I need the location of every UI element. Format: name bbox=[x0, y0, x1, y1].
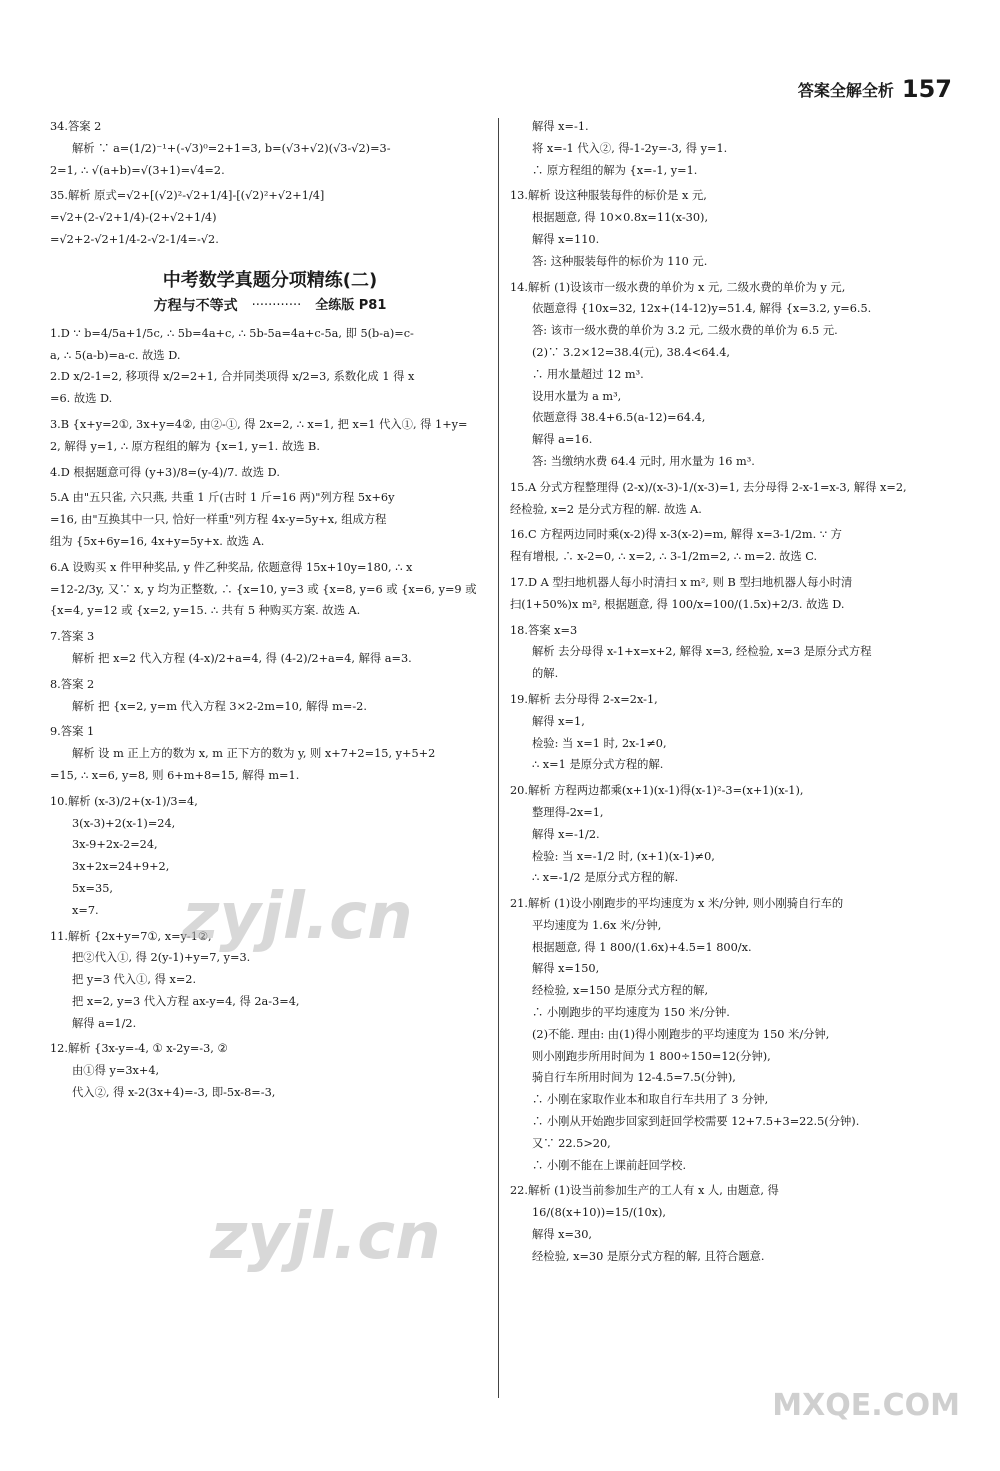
answer-line: 5x=35, bbox=[72, 881, 113, 895]
answer-line: ∴ x=1 是原分式方程的解. bbox=[532, 758, 664, 772]
answer-line: 解析 把 x=2 代入方程 (4-x)/2+a=4, 得 (4-2)/2+a=4, 解得 a=3. bbox=[72, 651, 412, 665]
answer-line: 3.B {x+y=2①, 3x+y=4②, 由②-①, 得 2x=2, ∴ x=1, 把 x=1 代入①, 得 1+y= bbox=[50, 417, 468, 431]
answer-line: 20.解析 方程两边都乘(x+1)(x-1)得(x-1)²-3=(x+1)(x-1), bbox=[510, 784, 804, 798]
answer-line: 检验: 当 x=1 时, 2x-1≠0, bbox=[532, 736, 667, 750]
answer-line: 解析 把 {x=2, y=m 代入方程 3×2-2m=10, 解得 m=-2. bbox=[72, 699, 367, 713]
answer-line: 10.解析 (x-3)/2+(x-1)/3=4, bbox=[50, 794, 198, 808]
answer-line: 解得 x=110. bbox=[532, 232, 600, 246]
answer-line: 答: 当缴纳水费 64.4 元时, 用水量为 16 m³. bbox=[532, 454, 755, 468]
answer-line: 35.解析 原式=√2+[(√2)²-√2+1/4]-[(√2)²+√2+1/4] bbox=[50, 189, 325, 203]
answer-line: 根据题意, 得 10×0.8x=11(x-30), bbox=[532, 211, 709, 225]
answer-line: 3(x-3)+2(x-1)=24, bbox=[72, 816, 176, 830]
answer-line: ∴ 小刚在家取作业本和取自行车共用了 3 分钟, bbox=[532, 1093, 769, 1107]
answer-line: ∴ 小刚从开始跑步回家到赶回学校需要 12+7.5+3=22.5(分钟). bbox=[532, 1115, 860, 1129]
answer-line: 把 x=2, y=3 代入方程 ax-y=4, 得 2a-3=4, bbox=[72, 994, 300, 1008]
answer-line: =12-2/3y, 又∵ x, y 均为正整数, ∴ {x=10, y=3 或 {x=8, y=6 或 {x=6, y=9 或 bbox=[50, 582, 477, 596]
answer-line: 14.解析 (1)设该市一级水费的单价为 x 元, 二级水费的单价为 y 元, bbox=[510, 280, 846, 294]
answer-line: 经检验, x=30 是原分式方程的解, 且符合题意. bbox=[532, 1249, 765, 1263]
answer-line: ∴ 小刚跑步的平均速度为 150 米/分钟. bbox=[532, 1006, 730, 1020]
answer-line: =15, ∴ x=6, y=8, 则 6+m+8=15, 解得 m=1. bbox=[50, 768, 300, 782]
answer-line: 21.解析 (1)设小刚跑步的平均速度为 x 米/分钟, 则小刚骑自行车的 bbox=[510, 897, 844, 911]
answer-line: 8.答案 2 bbox=[50, 677, 95, 691]
answer-line: 解得 x=30, bbox=[532, 1228, 592, 1242]
right-column bbox=[510, 116, 952, 1268]
answer-line: 根据题意, 得 1 800/(1.6x)+4.5=1 800/x. bbox=[532, 940, 752, 954]
section-reference: 全练版 P81 bbox=[315, 297, 387, 313]
answer-line: 检验: 当 x=-1/2 时, (x+1)(x-1)≠0, bbox=[532, 849, 715, 863]
section-subtitle: 方程与不等式 bbox=[153, 297, 238, 314]
answer-line: 程有增根, ∴ x-2=0, ∴ x=2, ∴ 3-1/2m=2, ∴ m=2. 故选 C. bbox=[510, 550, 818, 564]
answer-line: 解析 去分母得 x-1+x=x+2, 解得 x=3, 经检验, x=3 是原分式方程 bbox=[532, 645, 872, 659]
answer-line: 的解. bbox=[532, 667, 559, 681]
header-title: 答案全解全析 bbox=[797, 80, 894, 100]
answer-line: 2=1, ∴ √(a+b)=√(3+1)=√4=2. bbox=[50, 163, 225, 177]
answer-line: 13.解析 设这种服装每件的标价是 x 元, bbox=[510, 189, 707, 203]
answer-line: 经检验, x=150 是原分式方程的解, bbox=[532, 984, 709, 998]
column-divider bbox=[498, 118, 499, 1398]
answer-line: 12.解析 {3x-y=-4, ① x-2y=-3, ② bbox=[50, 1042, 228, 1056]
answer-line: 解析 设 m 正上方的数为 x, m 正下方的数为 y, 则 x+7+2=15, y+5+2 bbox=[72, 747, 436, 761]
answer-line: (2)∵ 3.2×12=38.4(元), 38.4<64.4, bbox=[532, 345, 730, 359]
left-answers-top bbox=[50, 116, 490, 251]
answer-line: 4.D 根据题意可得 (y+3)/8=(y-4)/7. 故选 D. bbox=[50, 465, 280, 479]
answer-line: 17.D A 型扫地机器人每小时清扫 x m², 则 B 型扫地机器人每小时清 bbox=[510, 575, 853, 589]
answer-line: 则小刚跑步所用时间为 1 800÷150=12(分钟), bbox=[532, 1049, 771, 1063]
answer-line: ∴ 用水量超过 12 m³. bbox=[532, 367, 644, 381]
answer-line: 19.解析 去分母得 2-x=2x-1, bbox=[510, 692, 658, 706]
answer-line: ∴ 小刚不能在上课前赶回学校. bbox=[532, 1158, 687, 1172]
answer-line: 组为 {5x+6y=16, 4x+y=5y+x. 故选 A. bbox=[50, 534, 265, 548]
answer-line: 解得 x=150, bbox=[532, 962, 600, 976]
answer-line: {x=4, y=12 或 {x=2, y=15. ∴ 共有 5 种购买方案. 故选 A. bbox=[50, 604, 361, 618]
answer-line: =√2+(2-√2+1/4)-(2+√2+1/4) bbox=[50, 211, 217, 225]
answer-line: 解得 x=-1. bbox=[532, 120, 589, 133]
answer-line: ∴ x=-1/2 是原分式方程的解. bbox=[532, 871, 679, 885]
answer-line: 解析 ∵ a=(1/2)⁻¹+(-√3)⁰=2+1=3, b=(√3+√2)(√3-√2)=3- bbox=[72, 141, 391, 155]
left-column bbox=[50, 116, 490, 1104]
right-answers bbox=[510, 116, 952, 1268]
answer-line: 设用水量为 a m³, bbox=[532, 389, 622, 403]
section-title: 中考数学真题分项精练(二) bbox=[162, 269, 378, 291]
answer-line: x=7. bbox=[72, 903, 99, 917]
section-dots: ············ bbox=[251, 297, 302, 313]
answer-line: 9.答案 1 bbox=[50, 725, 95, 739]
watermark-logo: MXQE.COM bbox=[772, 1388, 960, 1423]
answer-line: 将 x=-1 代入②, 得-1-2y=-3, 得 y=1. bbox=[532, 141, 728, 155]
answer-line: 34.答案 2 bbox=[50, 120, 102, 133]
answer-line: 1.D ∵ b=4/5a+1/5c, ∴ 5b=4a+c, ∴ 5b-5a=4a+c-5a, 即 5(b-a)=c- bbox=[50, 326, 414, 340]
answer-line: 经检验, x=2 是分式方程的解. 故选 A. bbox=[510, 502, 702, 516]
answer-line: 16.C 方程两边同时乘(x-2)得 x-3(x-2)=m, 解得 x=3-1/2m. ∵ 方 bbox=[510, 528, 842, 542]
page-number: 157 bbox=[901, 75, 952, 103]
answer-line: 答: 该市一级水费的单价为 3.2 元, 二级水费的单价为 6.5 元. bbox=[532, 324, 838, 338]
answer-line: 7.答案 3 bbox=[50, 630, 95, 644]
watermark-text: zyjl.cn bbox=[210, 1200, 441, 1274]
answer-line: 18.答案 x=3 bbox=[510, 623, 578, 637]
answer-line: (2)不能. 理由: 由(1)得小刚跑步的平均速度为 150 米/分钟, bbox=[532, 1027, 830, 1041]
answer-line: 3x-9+2x-2=24, bbox=[72, 838, 158, 852]
answer-line: 平均速度为 1.6x 米/分钟, bbox=[532, 918, 662, 932]
answer-line: a, ∴ 5(a-b)=a-c. 故选 D. bbox=[50, 348, 181, 362]
watermark-text: zyjl.cn bbox=[182, 880, 413, 954]
answer-line: 3x+2x=24+9+2, bbox=[72, 860, 170, 874]
answer-line: =6. 故选 D. bbox=[50, 392, 113, 406]
answer-line: 15.A 分式方程整理得 (2-x)/(x-3)-1/(x-3)=1, 去分母得 2-x-1=x-3, 解得 x=2, bbox=[510, 480, 907, 494]
answer-line: 把②代入①, 得 2(y-1)+y=7, y=3. bbox=[72, 951, 251, 965]
answer-line: 解得 a=16. bbox=[532, 433, 593, 447]
answer-line: 又∵ 22.5>20, bbox=[532, 1136, 611, 1150]
answer-line: =√2+2-√2+1/4-2-√2-1/4=-√2. bbox=[50, 232, 219, 246]
answer-line: 22.解析 (1)设当前参加生产的工人有 x 人, 由题意, 得 bbox=[510, 1184, 779, 1198]
answer-line: 依题意得 {10x=32, 12x+(14-12)y=51.4, 解得 {x=3.2, y=6.5. bbox=[532, 302, 872, 316]
answer-line: 骑自行车所用时间为 12-4.5=7.5(分钟), bbox=[532, 1071, 736, 1085]
page-header bbox=[798, 72, 952, 106]
answer-line: 依题意得 38.4+6.5(a-12)=64.4, bbox=[532, 411, 706, 425]
answer-line: 由①得 y=3x+4, bbox=[72, 1064, 160, 1078]
left-answers-bottom bbox=[50, 323, 490, 1104]
answer-line: 把 y=3 代入①, 得 x=2. bbox=[72, 973, 197, 987]
answer-line: 16/(8(x+10))=15/(10x), bbox=[532, 1206, 667, 1220]
answer-line: 5.A 由"五只雀, 六只燕, 共重 1 斤(古时 1 斤=16 两)"列方程 5x+6y bbox=[50, 491, 395, 505]
section-subtitle-row bbox=[50, 295, 490, 317]
answer-line: 11.解析 {2x+y=7①, x=y-1②, bbox=[50, 929, 212, 943]
answer-line: 6.A 设购买 x 件甲种奖品, y 件乙种奖品, 依题意得 15x+10y=180, ∴ x bbox=[50, 560, 413, 574]
answer-line: 2.D x/2-1=2, 移项得 x/2=2+1, 合并同类项得 x/2=3, 系数化成 1 得 x bbox=[50, 370, 415, 384]
answer-line: 扫(1+50%)x m², 根据题意, 得 100/x=100/(1.5x)+2/3. 故选 D. bbox=[510, 597, 845, 611]
answer-line: 答: 这种服装每件的标价为 110 元. bbox=[532, 254, 708, 268]
answer-line: 解得 a=1/2. bbox=[72, 1016, 137, 1030]
answer-line: 解得 x=-1/2. bbox=[532, 827, 600, 841]
answer-line: =16, 由"互换其中一只, 恰好一样重"列方程 4x-y=5y+x, 组成方程 bbox=[50, 513, 387, 527]
answer-line: 解得 x=1, bbox=[532, 714, 585, 728]
answer-line: 2, 解得 y=1, ∴ 原方程组的解为 {x=1, y=1. 故选 B. bbox=[50, 439, 320, 453]
answer-line: 整理得-2x=1, bbox=[532, 805, 604, 819]
answer-line: 代入②, 得 x-2(3x+4)=-3, 即-5x-8=-3, bbox=[72, 1086, 276, 1100]
answer-line: ∴ 原方程组的解为 {x=-1, y=1. bbox=[532, 163, 698, 177]
